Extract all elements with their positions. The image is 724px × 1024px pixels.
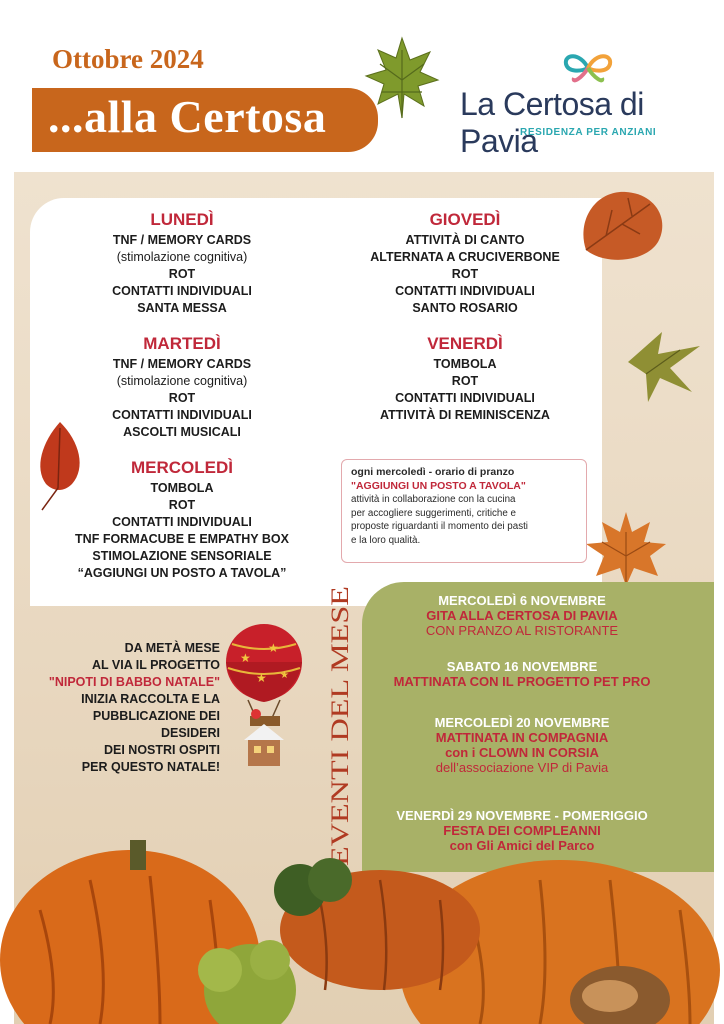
note-body-line: e la loro qualità. xyxy=(351,534,421,546)
activity-line: ALTERNATA A CRUCIVERBONE xyxy=(370,250,560,264)
activity-line: ASCOLTI MUSICALI xyxy=(123,425,241,439)
butterfly-logo-icon xyxy=(560,48,616,88)
event-line: con Gli Amici del Parco xyxy=(449,838,595,853)
event-date: SABATO 16 NOVEMBRE xyxy=(446,659,598,674)
santa-line: DESIDERI xyxy=(160,726,220,740)
note-body-line: proposte riguardanti il momento dei pasti xyxy=(351,521,528,532)
event-date: VENERDÌ 29 NOVEMBRE - POMERIGGIO xyxy=(396,808,648,823)
santa-line: INIZIA RACCOLTA E LA xyxy=(81,692,220,706)
activity-line: ROT xyxy=(451,267,479,281)
activity-line: TOMBOLA xyxy=(150,481,214,495)
activity-line: CONTATTI INDIVIDUALI xyxy=(112,515,252,529)
activity-line: CONTATTI INDIVIDUALI xyxy=(395,284,535,298)
event-item xyxy=(372,715,672,775)
event-line: MATTINATA CON IL PROGETTO PET PRO xyxy=(393,674,651,689)
lunch-note-box xyxy=(341,459,587,563)
event-line: MATTINATA IN COMPAGNIA xyxy=(435,730,609,745)
green-leaf-icon xyxy=(362,30,442,130)
olive-leaf-icon xyxy=(618,322,708,406)
day-giovedi xyxy=(352,210,578,317)
event-line: FESTA DEI COMPLEANNI xyxy=(443,823,601,838)
note-body-line: attività in collaborazione con la cucina xyxy=(351,494,516,505)
activity-line: ROT xyxy=(451,374,479,388)
svg-text:★: ★ xyxy=(280,670,289,681)
event-line: CON PRANZO AL RISTORANTE xyxy=(425,623,619,638)
santa-line: PUBBLICAZIONE DEI xyxy=(92,709,220,723)
svg-text:★: ★ xyxy=(268,641,279,655)
red-leaf-icon xyxy=(30,418,90,514)
activity-line: SANTO ROSARIO xyxy=(412,301,518,315)
activity-line: ROT xyxy=(168,391,196,405)
note-body-line: per accogliere suggerimenti, critiche e xyxy=(351,507,516,519)
pumpkins-illustration xyxy=(0,820,724,1024)
event-date: MERCOLEDÌ 20 NOVEMBRE xyxy=(434,715,610,730)
page-title: ...alla Certosa xyxy=(48,91,327,142)
activity-line: TOMBOLA xyxy=(433,357,497,371)
santa-line: DEI NOSTRI OSPITI xyxy=(104,743,220,757)
day-name: GIOVEDÌ xyxy=(429,210,501,229)
maple-leaf-icon xyxy=(580,508,672,588)
event-line: con i CLOWN IN CORSIA xyxy=(445,745,599,760)
day-mercoledi xyxy=(60,458,304,582)
santa-project-text xyxy=(40,640,220,776)
day-martedi xyxy=(60,334,304,441)
activity-line: CONTATTI INDIVIDUALI xyxy=(112,408,252,422)
day-name: MERCOLEDÌ xyxy=(131,458,233,477)
activity-line: TNF FORMACUBE E EMPATHY BOX xyxy=(75,532,289,546)
activity-line: CONTATTI INDIVIDUALI xyxy=(112,284,252,298)
activity-line: “AGGIUNGI UN POSTO A TAVOLA” xyxy=(77,566,287,580)
logo-subtitle: RESIDENZA PER ANZIANI xyxy=(520,127,657,138)
activity-line: ATTIVITÀ DI REMINISCENZA xyxy=(380,408,550,422)
day-name: LUNEDÌ xyxy=(150,210,214,229)
santa-line: "NIPOTI DI BABBO NATALE" xyxy=(48,675,220,689)
events-heading: EVENTI DEL MESE xyxy=(327,648,354,866)
activity-line: CONTATTI INDIVIDUALI xyxy=(395,391,535,405)
svg-text:★: ★ xyxy=(240,651,251,665)
activity-line: TNF / MEMORY CARDS xyxy=(112,233,252,247)
activity-line: ROT xyxy=(168,267,196,281)
day-name: MARTEDÌ xyxy=(143,334,221,353)
logo-name: La Certosa di Pavia xyxy=(460,86,644,159)
event-line: GITA ALLA CERTOSA DI PAVIA xyxy=(426,608,618,623)
activity-line: (stimolazione cognitiva) xyxy=(116,374,248,388)
hot-air-balloon-icon xyxy=(220,622,310,772)
note-title: "AGGIUNGI UN POSTO A TAVOLA" xyxy=(351,480,526,492)
santa-line: AL VIA IL PROGETTO xyxy=(91,658,220,672)
activity-line: STIMOLAZIONE SENSORIALE xyxy=(92,549,272,563)
activity-line: ATTIVITÀ DI CANTO xyxy=(405,233,525,247)
activity-line: TNF / MEMORY CARDS xyxy=(112,357,252,371)
day-venerdi xyxy=(352,334,578,424)
orange-leaf-icon xyxy=(566,180,676,270)
activity-line: SANTA MESSA xyxy=(137,301,227,315)
activity-line: ROT xyxy=(168,498,196,512)
event-item xyxy=(372,593,672,638)
event-line: dell’associazione VIP di Pavia xyxy=(435,760,609,775)
svg-text:★: ★ xyxy=(256,671,267,685)
activity-line: (stimolazione cognitiva) xyxy=(116,250,248,264)
month-title: Ottobre 2024 xyxy=(52,44,204,74)
santa-line: PER QUESTO NATALE! xyxy=(81,760,220,774)
day-lunedi xyxy=(60,210,304,317)
day-name: VENERDÌ xyxy=(427,334,503,353)
note-heading: ogni mercoledì - orario di pranzo xyxy=(351,466,515,478)
santa-line: DA METÀ MESE xyxy=(124,641,220,655)
event-date: MERCOLEDÌ 6 NOVEMBRE xyxy=(438,593,606,608)
event-item xyxy=(372,659,672,689)
